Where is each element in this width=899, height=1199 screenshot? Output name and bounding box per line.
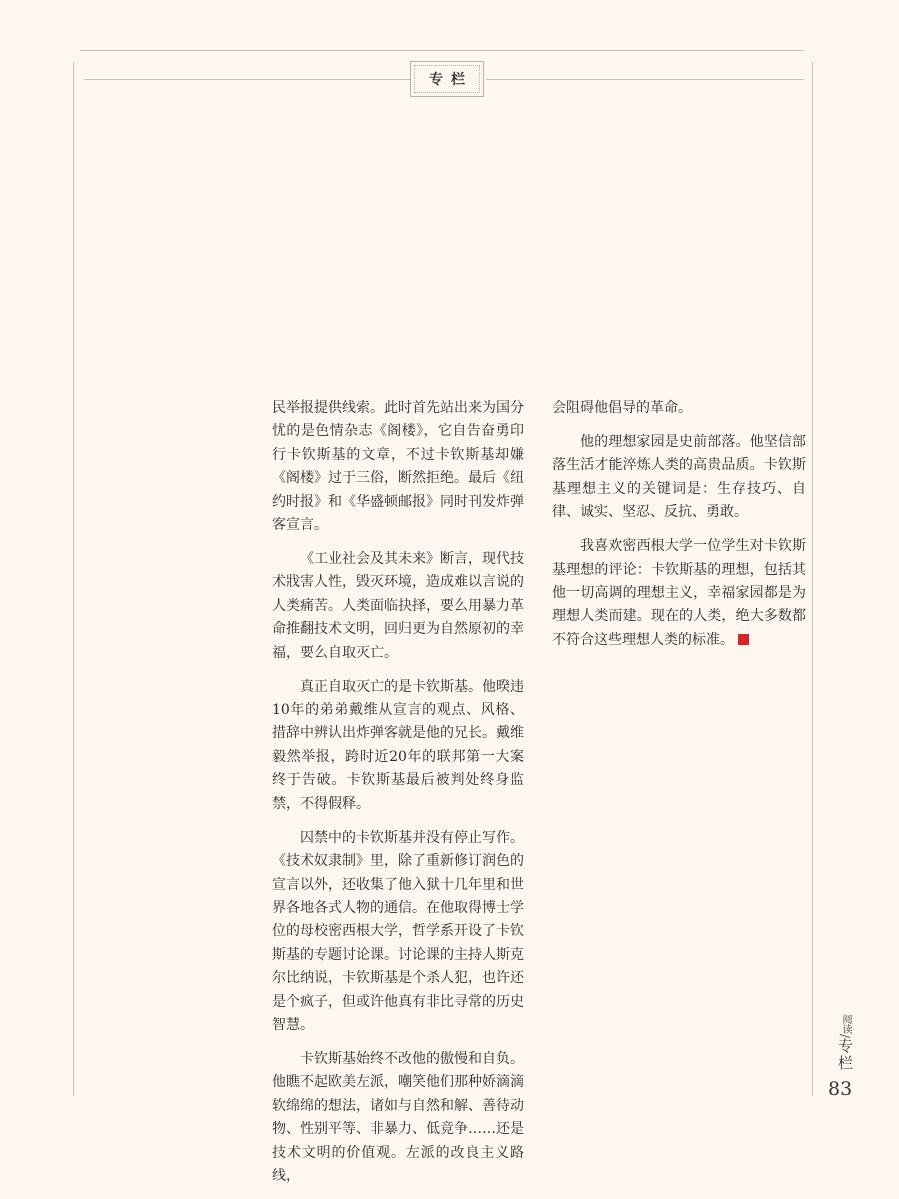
paragraph: 会阻碍他倡导的革命。 [552, 400, 692, 416]
sidebar-small-label: 阅读 [840, 1014, 851, 1034]
sidebar-large-label: 专栏 [836, 1038, 854, 1073]
header-rule-right [486, 79, 804, 80]
right-margin-line [812, 62, 813, 1096]
paragraph: 他的理想家园是史前部落。他坚信部落生活才能淬炼人类的高贵品质。卡钦斯基理想主义的关键词是：生存技巧、自律、诚实、坚忍、反抗、勇敢。 [552, 434, 806, 521]
paragraph: 囚禁中的卡钦斯基并没有停止写作。《技术奴隶制》里，除了重新修订润色的宣言以外，还收集了他入狱十几年里和世界各地各式人物的通信。在他取得博士学位的母校密西根大学，哲学系开设了卡钦斯基的专题讨论课。讨论课的主持人斯克尔比纳说，卡钦斯基是个杀人犯，也许还是个疯子，但或许他真有非比寻常的历史智慧。 [272, 829, 524, 1033]
left-margin-line [73, 62, 74, 1096]
column-tag-label: 专栏 [429, 72, 473, 88]
top-rule [80, 50, 804, 51]
paragraph: 真正自取灭亡的是卡钦斯基。他暌违10年的弟弟戴维从宣言的观点、风格、措辞中辨认出炸弹客就是他的兄长。戴维毅然举报，跨时近20年的联邦第一大案终于告破。卡钦斯基最后被判处终身监禁，不得假释。 [272, 678, 524, 812]
paragraph-text: 我喜欢密西根大学一位学生对卡钦斯基理想的评论：卡钦斯基的理想，包括其他一切高调的理想主义，幸福家园都是为理想人类而建。现在的人类，绝大多数都不符合这些理想人类的标准。 [552, 538, 806, 648]
left-column [272, 397, 524, 1199]
section-sidebar [826, 1014, 856, 1072]
paragraph [552, 535, 806, 652]
paragraph: 《工业社会及其未来》断言，现代技术戕害人性，毁灭环境，造成难以言说的人类痛苦。人类面临抉择，要么用暴力革命推翻技术文明，回归更为自然原初的幸福，要么自取灭亡。 [272, 551, 524, 661]
right-column [552, 397, 806, 663]
paragraph: 卡钦斯基始终不改他的傲慢和自负。他瞧不起欧美左派，嘲笑他们那种娇滴滴软绵绵的想法，诸如与自然和解、善待动物、性别平等、非暴力、低竞争……还是技术文明的价值观。左派的改良主义路线， [272, 1050, 524, 1184]
header-rule-left [84, 79, 410, 80]
end-mark-icon [738, 634, 749, 645]
paragraph: 民举报提供线索。此时首先站出来为国分忧的是色情杂志《阁楼》，它自告奋勇印行卡钦斯基的文章，不过卡钦斯基却嫌《阁楼》过于三俗，断然拒绝。最后《纽约时报》和《华盛顿邮报》同时刊发炸弹客宣言。 [272, 400, 524, 534]
page-number: 83 [828, 1078, 853, 1100]
column-tag [410, 61, 484, 97]
sidebar-slash: / [838, 1034, 852, 1039]
